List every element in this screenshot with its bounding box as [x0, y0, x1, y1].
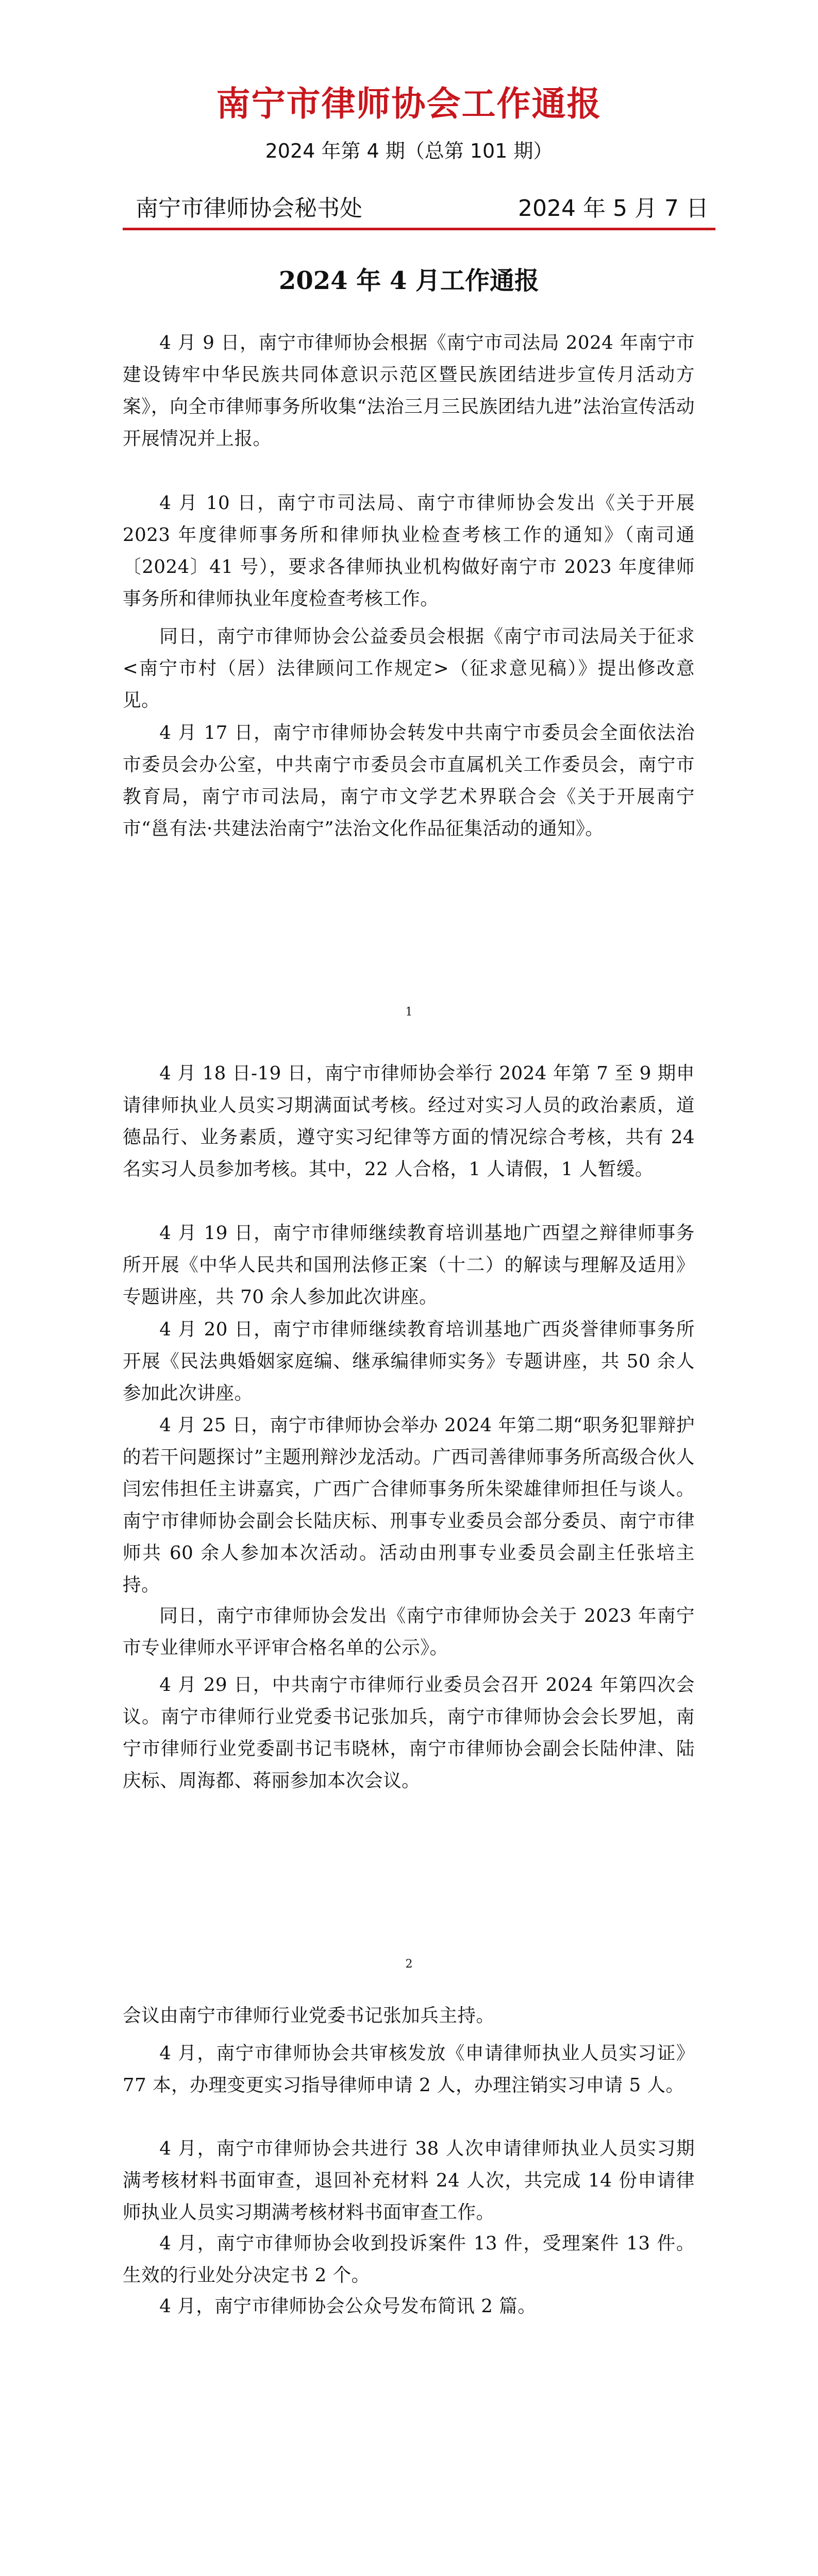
document-title: 2024 年 4 月工作通报 [278, 266, 540, 295]
paragraph: 4 月，南宁市律师协会收到投诉案件 13 件，受理案件 13 件。生效的行业处分决定书 2 个。 [123, 2233, 695, 2286]
page-number: 2 [405, 1958, 413, 1971]
paragraph: 4 月 9 日，南宁市律师协会根据《南宁市司法局 2024 年南宁市建设铸牢中华民族共同体意识示范区暨民族团结进步宣传月活动方案》，向全市律师事务所收集“法治三月三民族团结九进”法治宣传活动开展情况并上报。 [123, 332, 695, 449]
paragraph: 同日，南宁市律师协会公益委员会根据《南宁市司法局关于征求<南宁市村（居）法律顾问工作规定>（征求意见稿）》提出修改意见。 [123, 626, 695, 711]
paragraph: 4 月 19 日，南宁市律师继续教育培训基地广西望之辩律师事务所开展《中华人民共和国刑法修正案（十二）的解读与理解及适用》专题讲座，共 70 余人参加此次讲座。 [123, 1223, 695, 1308]
paragraph: 4 月 17 日，南宁市律师协会转发中共南宁市委员会全面依法治市委员会办公室，中共南宁市委员会市直属机关工作委员会，南宁市教育局，南宁市司法局，南宁市文学艺术界联合会《关于开展南宁市“邕有法·共建法治南宁”法治文化作品征集活动的通知》。 [123, 722, 695, 839]
issue-date: 2024 年 5 月 7 日 [518, 195, 709, 222]
paragraph: 4 月 29 日，中共南宁市律师行业委员会召开 2024 年第四次会议。南宁市律师行业党委书记张加兵，南宁市律师协会会长罗旭，南宁市律师行业党委副书记韦晓林，南宁市律师协会副会长陆仲津、陆庆标、周海都、蒋丽参加本次会议。 [123, 1674, 695, 1791]
paragraph: 4 月 25 日，南宁市律师协会举办 2024 年第二期“职务犯罪辩护的若干问题探讨”主题刑辩沙龙活动。广西司善律师事务所高级合伙人闫宏伟担任主讲嘉宾，广西广合律师事务所朱梁雄律师担任与谈人。南宁市律师协会副会长陆庆标、刑事专业委员会部分委员、南宁市律师共 60 余人参加本次活动。活动由刑事专业委员会副主任张培主持。 [123, 1415, 695, 1596]
paragraph: 4 月，南宁市律师协会共进行 38 人次申请律师执业人员实习期满考核材料书面审查，退回补充材料 24 人次，共完成 14 份申请律师执业人员实习期满考核材料书面审查工作。 [123, 2138, 695, 2223]
paragraph: 会议由南宁市律师行业党委书记张加兵主持。 [123, 2005, 495, 2026]
paragraph: 4 月，南宁市律师协会共审核发放《申请律师执业人员实习证》77 本，办理变更实习指导律师申请 2 人，办理注销实习申请 5 人。 [123, 2043, 695, 2096]
paragraph: 4 月 10 日，南宁市司法局、南宁市律师协会发出《关于开展 2023 年度律师事务所和律师执业检查考核工作的通知》（南司通〔2024〕41 号），要求各律师执业机构做好南宁市 2023 年度律师事务所和律师执业年度检查考核工作。 [123, 493, 695, 609]
page-number: 1 [405, 1006, 413, 1019]
red-divider [123, 228, 715, 230]
paragraph: 同日，南宁市律师协会发出《南宁市律师协会关于 2023 年南宁市专业律师水平评审合格名单的公示》。 [123, 1605, 695, 1658]
issue-number: 2024 年第 4 期（总第 101 期） [265, 140, 553, 162]
paragraph: 4 月 18 日-19 日，南宁市律师协会举行 2024 年第 7 至 9 期申请律师执业人员实习期满面试考核。经过对实习人员的政治素质，道德品行、业务素质，遵守实习纪律等方面的情况综合考核，共有 24 名实习人员参加考核。其中，22 人合格，1 人请假，1 人暂缓。 [123, 1063, 695, 1180]
issuing-office: 南宁市律师协会秘书处 [136, 195, 362, 222]
paragraph: 4 月，南宁市律师协会公众号发布简讯 2 篇。 [159, 2296, 537, 2317]
paragraph: 4 月 20 日，南宁市律师继续教育培训基地广西炎誉律师事务所开展《民法典婚姻家庭编、继承编律师实务》专题讲座，共 50 余人参加此次讲座。 [123, 1319, 695, 1404]
masthead-title: 南宁市律师协会工作通报 [216, 84, 602, 124]
